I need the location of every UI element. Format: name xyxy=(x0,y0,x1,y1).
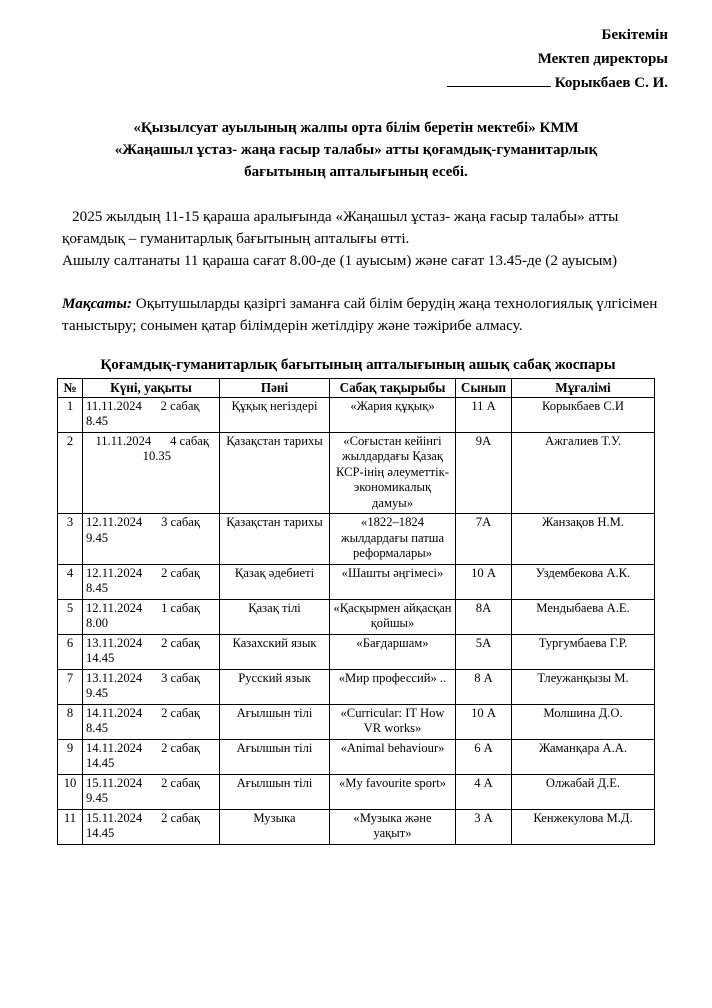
row-date-time xyxy=(83,774,220,809)
row-time: 10.35 xyxy=(86,449,172,463)
table-row xyxy=(58,432,655,514)
row-date: 15.11.2024 2 сабақ xyxy=(86,810,200,825)
row-subject: Русский язык xyxy=(220,669,330,704)
table-row xyxy=(58,704,655,739)
row-class: 10 А xyxy=(456,564,512,599)
row-number: 4 xyxy=(58,564,83,599)
row-date-time xyxy=(83,739,220,774)
row-subject: Қазақстан тарихы xyxy=(220,514,330,565)
row-time: 8.45 xyxy=(86,721,109,735)
row-date: 14.11.2024 2 сабақ xyxy=(86,705,200,720)
row-time: 14.45 xyxy=(86,756,115,770)
row-teacher: Олжабай Д.Е. xyxy=(512,774,655,809)
document-title xyxy=(60,117,652,183)
title-line-2: «Жаңашыл ұстаз- жаңа ғасыр талабы» атты қоғамдық-гуманитарлық xyxy=(114,142,598,158)
row-date-time xyxy=(83,397,220,432)
row-topic: «Шашты әңгімесі» xyxy=(330,564,456,599)
row-topic: «Curricular: IT How VR works» xyxy=(330,704,456,739)
row-number: 6 xyxy=(58,634,83,669)
row-subject: Музыка xyxy=(220,809,330,844)
table-title: Қоғамдық-гуманитарлық бағытының апталығының ашық сабақ жоспары xyxy=(100,357,616,373)
row-teacher: Молшина Д.О. xyxy=(512,704,655,739)
row-topic: «Animal behaviour» xyxy=(330,739,456,774)
paragraph-opening: Ашылу салтанаты 11 қараша сағат 8.00-де (1 ауысым) және сағат 13.45-де (2 ауысым) xyxy=(62,252,618,269)
row-time: 8.45 xyxy=(86,414,109,428)
row-time: 8.45 xyxy=(86,581,109,595)
row-date-time xyxy=(83,564,220,599)
title-line-1: «Қызылсуат ауылының жалпы орта білім беретін мектебі» КММ xyxy=(133,120,579,136)
row-number: 1 xyxy=(58,397,83,432)
paragraph-goal xyxy=(62,293,662,337)
row-class: 8А xyxy=(456,599,512,634)
header-class: Сынып xyxy=(456,379,512,398)
goal-text: Оқытушыларды қазіргі заманға сай білім берудің жаңа технологиялық үлгісімен таныстыру; сонымен қатар білімдерін жетілдіру және тәжірибе алмасу. xyxy=(62,295,658,334)
row-class: 4 А xyxy=(456,774,512,809)
row-date-time xyxy=(83,809,220,844)
row-number: 2 xyxy=(58,432,83,514)
row-class: 8 А xyxy=(456,669,512,704)
row-topic: «Қасқырмен айқасқан қойшы» xyxy=(330,599,456,634)
row-teacher: Кенжекулова М.Д. xyxy=(512,809,655,844)
row-teacher: Мендыбаева А.Е. xyxy=(512,599,655,634)
approval-line-approve: Бекітемін xyxy=(601,27,668,43)
table-row xyxy=(58,739,655,774)
row-number: 8 xyxy=(58,704,83,739)
goal-label: Мақсаты: xyxy=(62,295,132,312)
row-subject: Казахский язык xyxy=(220,634,330,669)
row-subject: Ағылшын тілі xyxy=(220,774,330,809)
row-subject: Қазақстан тарихы xyxy=(220,432,330,514)
row-date: 12.11.2024 2 сабақ xyxy=(86,565,200,580)
header-topic: Сабақ тақырыбы xyxy=(330,379,456,398)
row-number: 11 xyxy=(58,809,83,844)
row-date: 11.11.2024 2 сабақ xyxy=(86,398,200,413)
row-teacher: Ажгалиев Т.У. xyxy=(512,432,655,514)
row-teacher: Уздембекова А.К. xyxy=(512,564,655,599)
signature-line xyxy=(447,72,551,87)
row-subject: Ағылшын тілі xyxy=(220,739,330,774)
row-date: 14.11.2024 2 сабақ xyxy=(86,740,200,755)
row-topic: «Соғыстан кейінгі жылдардағы Қазақ КСР-інің әлеуметтік-экономикалық дамуы» xyxy=(330,432,456,514)
table-row xyxy=(58,514,655,565)
header-teacher: Мұғалімі xyxy=(512,379,655,398)
row-teacher: Тургумбаева Г.Р. xyxy=(512,634,655,669)
approval-signature xyxy=(447,71,668,95)
row-number: 10 xyxy=(58,774,83,809)
row-number: 5 xyxy=(58,599,83,634)
row-topic: «Мир профессий» .. xyxy=(330,669,456,704)
row-class: 5А xyxy=(456,634,512,669)
row-class: 11 А xyxy=(456,397,512,432)
row-time: 9.45 xyxy=(86,791,109,805)
row-number: 9 xyxy=(58,739,83,774)
row-topic: «Жария құқық» xyxy=(330,397,456,432)
row-class: 10 А xyxy=(456,704,512,739)
row-teacher: Тлеужанқызы М. xyxy=(512,669,655,704)
table-row xyxy=(58,599,655,634)
signature-name: Корыкбаев С. И. xyxy=(554,75,668,91)
row-time: 8.00 xyxy=(86,616,109,630)
table-row xyxy=(58,634,655,669)
row-class: 9А xyxy=(456,432,512,514)
row-date-time xyxy=(83,704,220,739)
row-class: 7А xyxy=(456,514,512,565)
approval-block xyxy=(447,23,668,95)
row-teacher: Корыкбаев С.И xyxy=(512,397,655,432)
lesson-plan-table xyxy=(57,378,655,845)
row-topic: «Музыка және уақыт» xyxy=(330,809,456,844)
row-date: 11.11.2024 4 сабақ xyxy=(86,433,209,448)
row-subject: Ағылшын тілі xyxy=(220,704,330,739)
table-header-row xyxy=(58,379,655,398)
row-number: 3 xyxy=(58,514,83,565)
header-number: № xyxy=(58,379,83,398)
row-subject: Қазақ әдебиеті xyxy=(220,564,330,599)
row-date-time xyxy=(83,432,220,514)
row-date: 13.11.2024 3 сабақ xyxy=(86,670,200,685)
row-date: 12.11.2024 1 сабақ xyxy=(86,600,200,615)
row-date-time xyxy=(83,599,220,634)
table-row xyxy=(58,564,655,599)
row-class: 3 А xyxy=(456,809,512,844)
row-subject: Құқық негіздері xyxy=(220,397,330,432)
approval-line-position: Мектеп директоры xyxy=(537,51,668,67)
paragraph-dates: 2025 жылдың 11-15 қараша аралығында «Жаңашыл ұстаз- жаңа ғасыр талабы» атты қоғамдық – гуманитарлық бағытының апталығы өтті. xyxy=(62,208,619,247)
row-teacher: Жанзақов Н.М. xyxy=(512,514,655,565)
row-date-time xyxy=(83,514,220,565)
table-row xyxy=(58,397,655,432)
row-topic: «1822–1824 жылдардағы патша реформалары» xyxy=(330,514,456,565)
row-time: 9.45 xyxy=(86,530,109,545)
row-number: 7 xyxy=(58,669,83,704)
row-class: 6 А xyxy=(456,739,512,774)
table-row xyxy=(58,774,655,809)
header-date-time: Күні, уақыты xyxy=(83,379,220,398)
title-line-3: бағытының апталығының есебі. xyxy=(244,164,468,180)
row-date: 13.11.2024 2 сабақ xyxy=(86,635,200,650)
row-topic: «Бағдаршам» xyxy=(330,634,456,669)
row-teacher: Жаманқара А.А. xyxy=(512,739,655,774)
row-date: 12.11.2024 3 сабақ xyxy=(86,515,200,529)
row-time: 14.45 xyxy=(86,826,115,840)
table-row xyxy=(58,809,655,844)
row-date-time xyxy=(83,669,220,704)
table-row xyxy=(58,669,655,704)
row-time: 9.45 xyxy=(86,686,109,700)
header-subject: Пәні xyxy=(220,379,330,398)
row-subject: Қазақ тілі xyxy=(220,599,330,634)
row-topic: «My favourite sport» xyxy=(330,774,456,809)
row-date-time xyxy=(83,634,220,669)
row-date: 15.11.2024 2 сабақ xyxy=(86,775,200,790)
row-time: 14.45 xyxy=(86,651,115,665)
